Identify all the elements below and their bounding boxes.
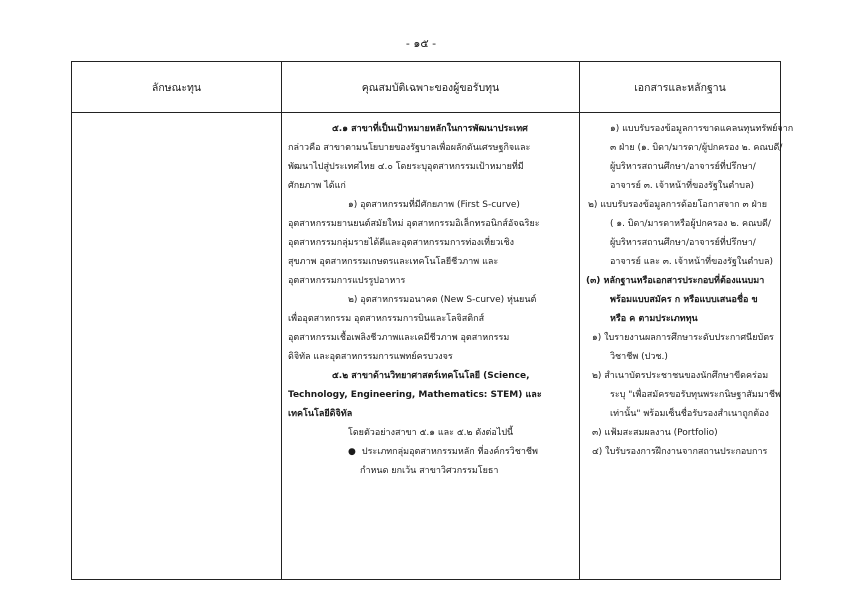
text-line: อุตสาหกรรมการแปรรูปอาหาร <box>288 276 406 286</box>
text-line: สุขภาพ อุตสาหกรรมเกษตรและเทคโนโลยีชีวภาพ และ <box>288 257 499 267</box>
text-line: ๓ ฝ่าย (๑. บิดา/มารดา/ผู้ปกครอง ๒. คณบดี/ <box>610 143 783 153</box>
text-line: ดิจิทัล และอุตสาหกรรมการแพทย์ครบวงจร <box>288 352 453 362</box>
text-line: ระบุ "เพื่อสมัครขอรับทุนพระกนิษฐาสัมมาชีพ <box>610 390 781 400</box>
text-line: กำหนด ยกเว้น สาขาวิศวกรรมโยธา <box>360 466 499 476</box>
list-item-new-s-curve: ๒) อุตสาหกรรมอนาคต (New S-curve) หุ่นยนต์ <box>348 295 537 305</box>
text-line: ผู้บริหารสถานศึกษา/อาจารย์ที่ปรึกษา/ <box>610 238 756 248</box>
doc-item: ๓) แฟ้มสะสมผลงาน (Portfolio) <box>592 428 718 438</box>
text-line: ( ๑. บิดา/มารดาหรือผู้ปกครอง ๒. คณบดี/ <box>610 219 771 229</box>
text-line: อุตสาหกรรมยานยนต์สมัยใหม่ อุตสาหกรรมอิเล็กทรอนิกส์อัจฉริยะ <box>288 219 540 229</box>
doc-item: ๔) ใบรับรองการฝึกงานจากสถานประกอบการ <box>592 447 768 457</box>
text-line: วิชาชีพ (ปวช.) <box>610 352 668 362</box>
text-line: กล่าวคือ สาขาตามนโยบายของรัฐบาลเพื่อผลักดันเศรษฐกิจและ <box>288 143 531 153</box>
text-line: ผู้บริหารสถานศึกษา/อาจารย์ที่ปรึกษา/ <box>610 162 756 172</box>
section-5-2-heading-cont: เทคโนโลยีดิจิทัล <box>288 409 353 419</box>
bullet-item: ● ประเภทกลุ่มอุตสาหกรรมหลัก ที่องค์กรวิชาชีพ <box>288 443 573 462</box>
text-line: เพื่ออุตสาหกรรม อุตสาหกรรมการบินและโลจิสติกส์ <box>288 314 485 324</box>
text-line: ศักยภาพ ได้แก่ <box>288 181 346 191</box>
table-row <box>72 113 781 580</box>
section-5-2-heading-cont: Technology, Engineering, Mathematics: STEM) และ <box>288 390 542 400</box>
text-line: อุตสาหกรรมเชื้อเพลิงชีวภาพและเคมีชีวภาพ อุตสาหกรรม <box>288 333 510 343</box>
text-line: พัฒนาไปสู่ประเทศไทย ๔.๐ โดยระบุอุตสาหกรรมเป้าหมายที่มี <box>288 162 524 172</box>
header-qualifications: คุณสมบัติเฉพาะของผู้ขอรับทุน <box>282 62 580 113</box>
doc-item: ๑) ใบรายงานผลการศึกษาระดับประกาศนียบัตร <box>592 333 774 343</box>
text-line: โดยตัวอย่างสาขา ๕.๑ และ ๕.๒ ดังต่อไปนี้ <box>348 428 514 438</box>
header-documents: เอกสารและหลักฐาน <box>580 62 781 113</box>
table-header-row <box>72 62 781 113</box>
scholarship-type-cell <box>72 113 282 580</box>
doc-item: ๑) แบบรับรองข้อมูลการขาดแคลนทุนทรัพย์จาก <box>610 124 794 134</box>
requirements-table <box>71 61 794 580</box>
qualifications-cell <box>282 113 580 580</box>
list-item-first-s-curve: ๑) อุตสาหกรรมที่มีศักยภาพ (First S-curve) <box>348 200 520 210</box>
section-3-heading: (๓) หลักฐานหรือเอกสารประกอบที่ต้องแนบมา <box>586 276 765 286</box>
doc-item: ๒) สำเนาบัตรประชาชนของนักศึกษาขีดคร่อม <box>592 371 769 381</box>
section-3-heading-cont: พร้อมแบบสมัคร ก หรือแบบเสนอชื่อ ข <box>610 295 758 305</box>
documents-cell <box>580 113 794 580</box>
header-scholarship-type: ลักษณะทุน <box>72 62 282 113</box>
text-line: อาจารย์ และ ๓. เจ้าหน้าที่ของรัฐในตำบล) <box>610 257 774 267</box>
text-line: อุตสาหกรรมกลุ่มรายได้ดีและอุตสาหกรรมการท่องเที่ยวเชิง <box>288 238 514 248</box>
section-5-2-heading: ๕.๒ สาขาด้านวิทยาศาสตร์เทคโนโลยี (Science, <box>332 371 530 381</box>
text-line: อาจารย์ ๓. เจ้าหน้าที่ของรัฐในตำบล) <box>610 181 755 191</box>
section-5-1-heading: ๕.๑ สาขาที่เป็นเป้าหมายหลักในการพัฒนาประเทศ <box>332 124 528 134</box>
section-3-heading-cont: หรือ ค ตามประเภททุน <box>610 314 698 324</box>
text-line: เท่านั้น" พร้อมเซ็นชื่อรับรองสำเนาถูกต้อง <box>610 409 769 419</box>
doc-item: ๒) แบบรับรองข้อมูลการด้อยโอกาสจาก ๓ ฝ่าย <box>588 200 768 210</box>
page-number: - ๑๕ - <box>405 37 437 50</box>
scholarship-type-text <box>72 113 281 120</box>
